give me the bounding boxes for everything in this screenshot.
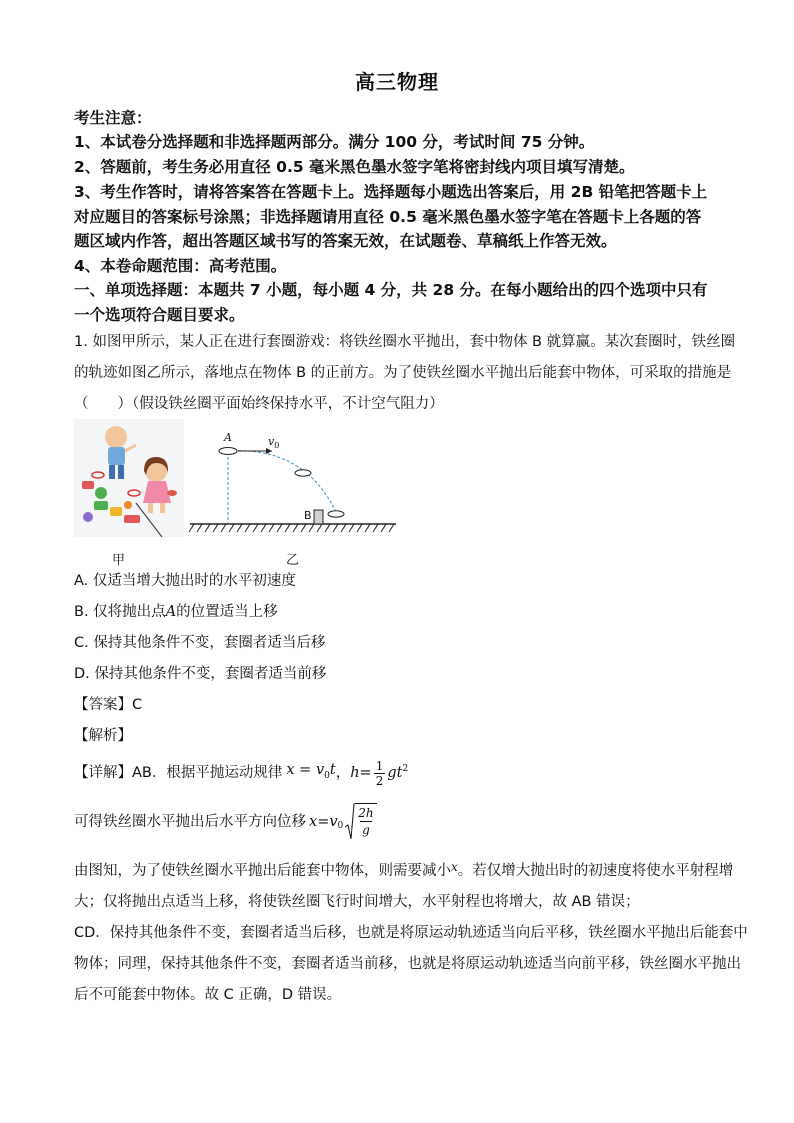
figure-caption-b: 乙: [286, 553, 300, 568]
notice-item: 3、考生作答时，请将答案答在答题卡上。选择题每小题选出答案后，用 2B 铅笔把答题卡上: [74, 183, 708, 201]
analysis-paragraph: 由图知，为了使铁丝圈水平抛出后能套中物体，则需要减小$^x$。若仅增大抛出时的初速度将使水平射程增: [74, 860, 734, 879]
notice-item: 2、答题前，考生务必用直径 0.5 毫米黑色墨水签字笔将密封线内项目填写清楚。: [74, 158, 635, 176]
analysis-label: 【解析】: [74, 728, 132, 744]
notice-item: 1、本试卷分选择题和非选择题两部分。满分 100 分，考试时间 75 分钟。: [74, 133, 595, 151]
label-v-sub: 0: [274, 441, 280, 450]
notice-item: 4、本卷命题范围：高考范围。: [74, 257, 287, 275]
option-text: 仅将抛出点: [93, 604, 166, 620]
option-text: 保持其他条件不变，套圈者适当前移: [94, 666, 327, 682]
detail-line: [74, 754, 408, 792]
option-b: [74, 601, 278, 623]
equation-displacement: x = v $_0$ 2h g: [309, 803, 377, 841]
notice-item: 题区域内作答，超出答题区域书写的答案无效，在试题卷、草稿纸上作答无效。: [74, 232, 617, 250]
answer-line: [74, 694, 142, 716]
section-heading-cont: 一个选项符合题目要求。: [74, 306, 245, 324]
option-text: 保持其他条件不变，套圈者适当后移: [93, 635, 326, 651]
ring-landing: [328, 511, 344, 517]
ring-start: [219, 448, 237, 455]
detail-intro: AB．根据平抛运动规律: [132, 765, 283, 781]
label-v: v: [268, 435, 275, 448]
option-text: 仅适当增大抛出时的水平初速度: [92, 573, 296, 589]
option-label: D.: [74, 666, 90, 682]
analysis-paragraph: 物体；同理，保持其他条件不变，套圈者适当前移，也就是将原运动轨迹适当向前平移，铁丝圈水平抛出: [74, 956, 741, 972]
label-a: A: [224, 431, 232, 444]
object-b: [314, 510, 323, 524]
analysis-paragraph: 后不可能套中物体。故 C 正确，D 错误。: [74, 987, 342, 1003]
option-c: [74, 632, 325, 654]
label-v0: [268, 435, 279, 450]
equation-separator: ，: [335, 765, 351, 781]
option-var: A: [165, 604, 177, 620]
option-label: B.: [74, 604, 89, 620]
displacement-line: [74, 800, 377, 844]
ring-middle: [295, 470, 311, 476]
velocity-arrowhead: [266, 448, 272, 454]
answer-value: C: [132, 697, 143, 713]
option-a: [74, 570, 296, 592]
option-d: [74, 663, 326, 685]
analysis-paragraph: 大；仅将抛出点适当上移，将使铁丝圈飞行时间增大，水平射程也将增大，故 AB 错误；: [74, 894, 640, 910]
question-stem: （ ）（假设铁丝圈平面始终保持水平，不计空气阻力）: [74, 396, 444, 412]
analysis-paragraph: CD．保持其他条件不变，套圈者适当后移，也就是将原运动轨迹适当向后平移，铁丝圈水平抛出后能套中: [74, 925, 748, 941]
label-b: B: [304, 509, 312, 522]
question-stem: 的轨迹如图乙所示，落地点在物体 B 的正前方。为了使铁丝圈水平抛出后能套中物体，可采取的措施是: [74, 365, 732, 381]
notice-item: 对应题目的答案标号涂黑；非选择题请用直径 0.5 毫米黑色墨水签字笔在答题卡上各题的答: [74, 208, 702, 226]
page-title: 高三物理: [355, 70, 439, 94]
trajectory-diagram: [186, 426, 401, 536]
equation-x: $x = v_0t$: [286, 762, 336, 781]
option-label: C.: [74, 635, 89, 651]
option-label: A.: [74, 573, 89, 589]
ring-toss-photo: [74, 419, 184, 537]
answer-label: 【答案】: [74, 697, 132, 713]
section-heading: 一、单项选择题：本题共 7 小题，每小题 4 分，共 28 分。在每小题给出的四个选项中只有: [74, 281, 708, 299]
question-stem: 1. 如图甲所示，某人正在进行套圈游戏：将铁丝圈水平抛出，套中物体 B 就算赢。某次套圈时，铁丝圈: [74, 334, 736, 350]
trajectory-curve: [228, 451, 336, 512]
sqrt-sign-icon: [345, 803, 355, 841]
notice-heading: 考生注意：: [74, 109, 152, 127]
displacement-text: 可得铁丝圈水平抛出后水平方向位移: [74, 814, 306, 830]
ground-hatch: [189, 524, 394, 532]
detail-label: 【详解】: [74, 765, 132, 781]
option-text: 的位置适当上移: [176, 604, 278, 620]
figure-caption-a: 甲: [112, 553, 126, 568]
equation-h: h = $\frac{1}{2}$ gt $^2$: [350, 758, 409, 788]
